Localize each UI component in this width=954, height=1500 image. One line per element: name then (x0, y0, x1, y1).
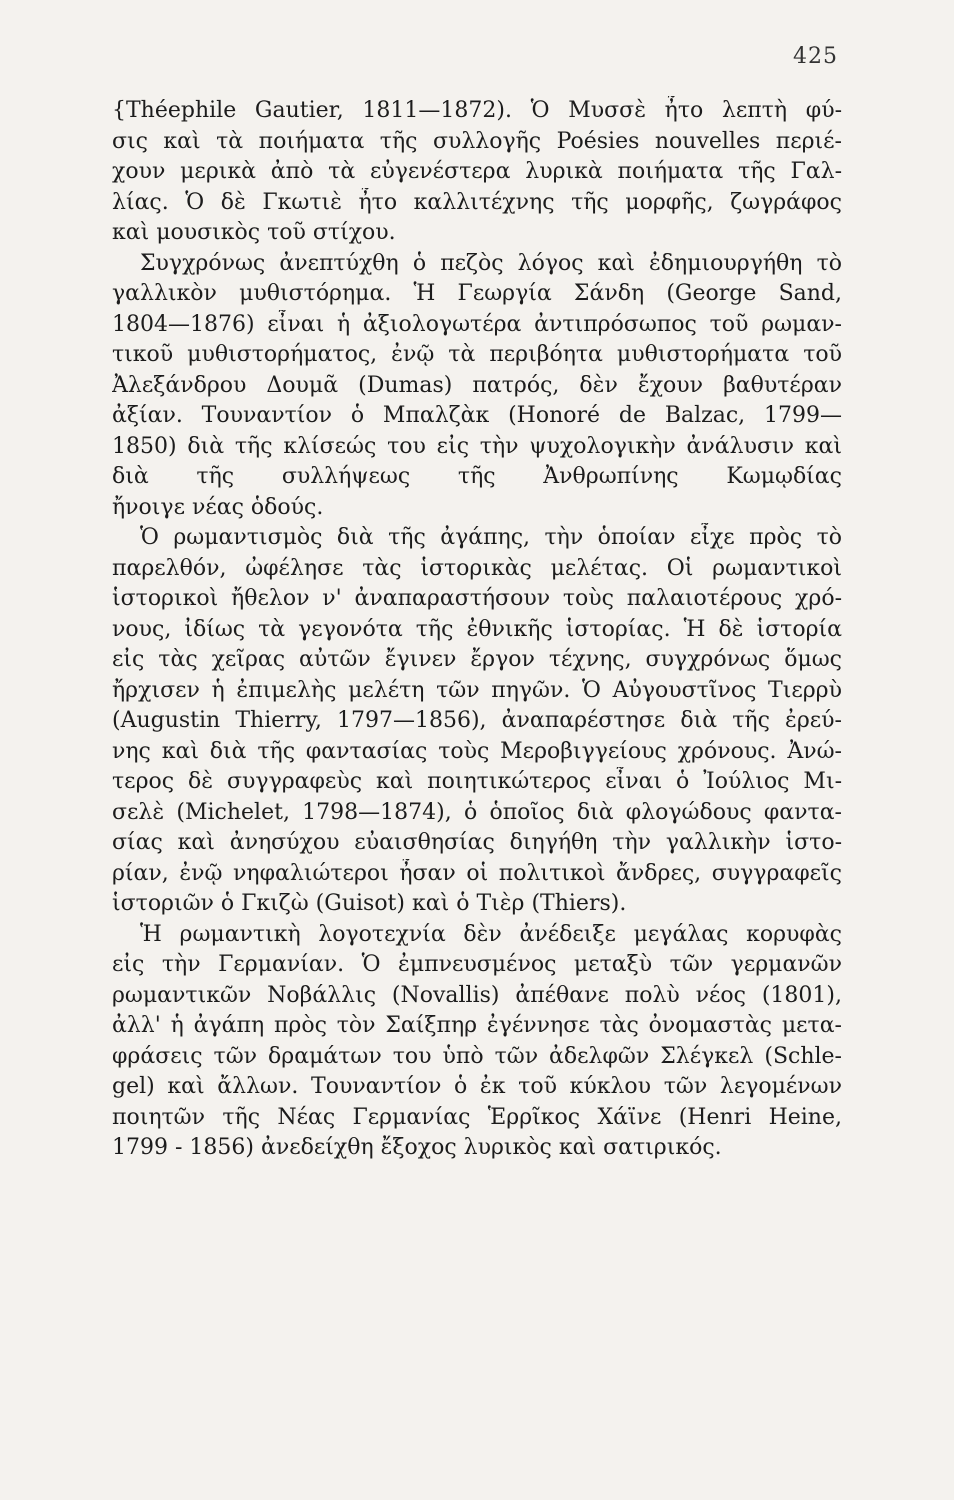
text-line: ἀλλ' ἡ ἀγάπη πρὸς τὸν Σαίξπηρ ἐγέννησε τὰς ὀνομαστὰς μετα- (112, 1013, 842, 1038)
text-line: τικοῦ μυθιστορήματος, ἐνῷ τὰ περιβόητα μυθιστορήματα τοῦ (112, 342, 842, 367)
text-line: καὶ μουσικὸς τοῦ στίχου. (112, 220, 396, 245)
text-line: ποιητῶν τῆς Νέας Γερμανίας Ἑρρῖκος Χάϊνε (Henri Heine, (112, 1104, 842, 1130)
text-line: παρελθόν, ὠφέλησε τὰς ἱστορικὰς μελέτας. Οἱ ρωμαντικοὶ (112, 555, 842, 581)
text-line: ἀξίαν. Τουναντίον ὁ Μπαλζὰκ (Honoré de Balzac, 1799— (112, 403, 842, 428)
text-line: (Augustin Thierry, 1797—1856), ἀναπαρέστησε διὰ τῆς ἐρεύ- (112, 708, 842, 733)
text-line: σίας καὶ ἀνησύχου εὐαισθησίας διηγήθη τὴν γαλλικὴν ἱστο- (112, 830, 842, 855)
text-line: νης καὶ διὰ τῆς φαντασίας τοὺς Μεροβιγγείους χρόνους. Ἀνώ- (112, 738, 842, 764)
page-number: 425 (793, 44, 838, 69)
paragraph-start-line: Ὁ ρωμαντισμὸς διὰ τῆς ἀγάπης, τὴν ὁποίαν εἶχε πρὸς τὸ (140, 525, 842, 550)
text-line: ἱστοριῶν ὁ Γκιζὼ (Guisot) καὶ ὁ Τιὲρ (Thiers). (112, 891, 627, 916)
text-line: 1850) διὰ τῆς κλίσεώς του εἰς τὴν ψυχολογικὴν ἀνάλυσιν καὶ (112, 433, 842, 459)
paragraph-start-line: Ἡ ρωμαντικὴ λογοτεχνία δὲν ἀνέδειξε μεγάλας κορυφὰς (140, 921, 842, 947)
text-line: νους, ἰδίως τὰ γεγονότα τῆς ἐθνικῆς ἱστορίας. Ἡ δὲ ἱστορία (112, 616, 842, 642)
text-line: ρωμαντικῶν Νοβάλλις (Novallis) ἀπέθανε πολὺ νέος (1801), (112, 982, 842, 1008)
text-line: εἰς τὴν Γερμανίαν. Ὁ ἐμπνευσμένος μεταξὺ τῶν γερμανῶν (112, 952, 842, 977)
text-line: ἤνοιγε νέας ὁδούς. (112, 494, 324, 520)
body-text (112, 96, 842, 1164)
text-line: εἰς τὰς χεῖρας αὐτῶν ἔγινεν ἔργον τέχνης, συγχρόνως ὅμως (112, 647, 842, 672)
paragraph-start-line: Συγχρόνως ἀνεπτύχθη ὁ πεζὸς λόγος καὶ ἐδημιουργήθη τὸ (140, 250, 842, 276)
text-line: λίας. Ὁ δὲ Γκωτιὲ ἦτο καλλιτέχνης τῆς μορφῆς, ζωγράφος (112, 189, 842, 215)
text-line: φράσεις τῶν δραμάτων του ὑπὸ τῶν ἀδελφῶν Σλέγκελ (Schle- (112, 1043, 842, 1069)
text-line: διὰ τῆς συλλήψεως τῆς Ἀνθρωπίνης Κωμῳδίας (112, 464, 842, 489)
text-line: ἱστορικοὶ ἤθελον ν' ἀναπαραστήσουν τοὺς παλαιοτέρους χρό- (112, 586, 842, 611)
text-line: τερος δὲ συγγραφεὺς καὶ ποιητικώτερος εἶναι ὁ Ἰούλιος Μι- (112, 769, 842, 794)
text-line: ἤρχισεν ἡ ἐπιμελὴς μελέτη τῶν πηγῶν. Ὁ Αὐγουστῖνος Τιερρὺ (112, 677, 842, 703)
text-line: Ἀλεξάνδρου Δουμᾶ (Dumas) πατρός, δὲν ἔχουν βαθυτέραν (112, 372, 842, 398)
text-line: gel) καὶ ἄλλων. Τουναντίον ὁ ἐκ τοῦ κύκλου τῶν λεγομένων (112, 1074, 842, 1099)
text-line: ρίαν, ἐνῷ νηφαλιώτεροι ἦσαν οἱ πολιτικοὶ ἄνδρες, συγγραφεῖς (112, 860, 842, 886)
text-line: {Théephile Gautier, 1811—1872). Ὁ Μυσσὲ ἦτο λεπτὴ φύ- (112, 98, 842, 123)
text-line: 1799 - 1856) ἀνεδείχθη ἔξοχος λυρικὸς καὶ σατιρικός. (112, 1135, 722, 1160)
text-line: γαλλικὸν μυθιστόρημα. Ἡ Γεωργία Σάνδη (George Sand, (112, 281, 842, 306)
text-line: χουν μερικὰ ἀπὸ τὰ εὐγενέστερα λυρικὰ ποιήματα τῆς Γαλ- (112, 159, 842, 184)
text-line: σελὲ (Michelet, 1798—1874), ὁ ὁποῖος διὰ φλογώδους φαντα- (112, 799, 842, 825)
text-line: σις καὶ τὰ ποιήματα τῆς συλλογῆς Poésies nouvelles περιέ- (112, 128, 842, 154)
text-line: 1804—1876) εἶναι ἡ ἀξιολογωτέρα ἀντιπρόσωπος τοῦ ρωμαν- (112, 311, 842, 337)
